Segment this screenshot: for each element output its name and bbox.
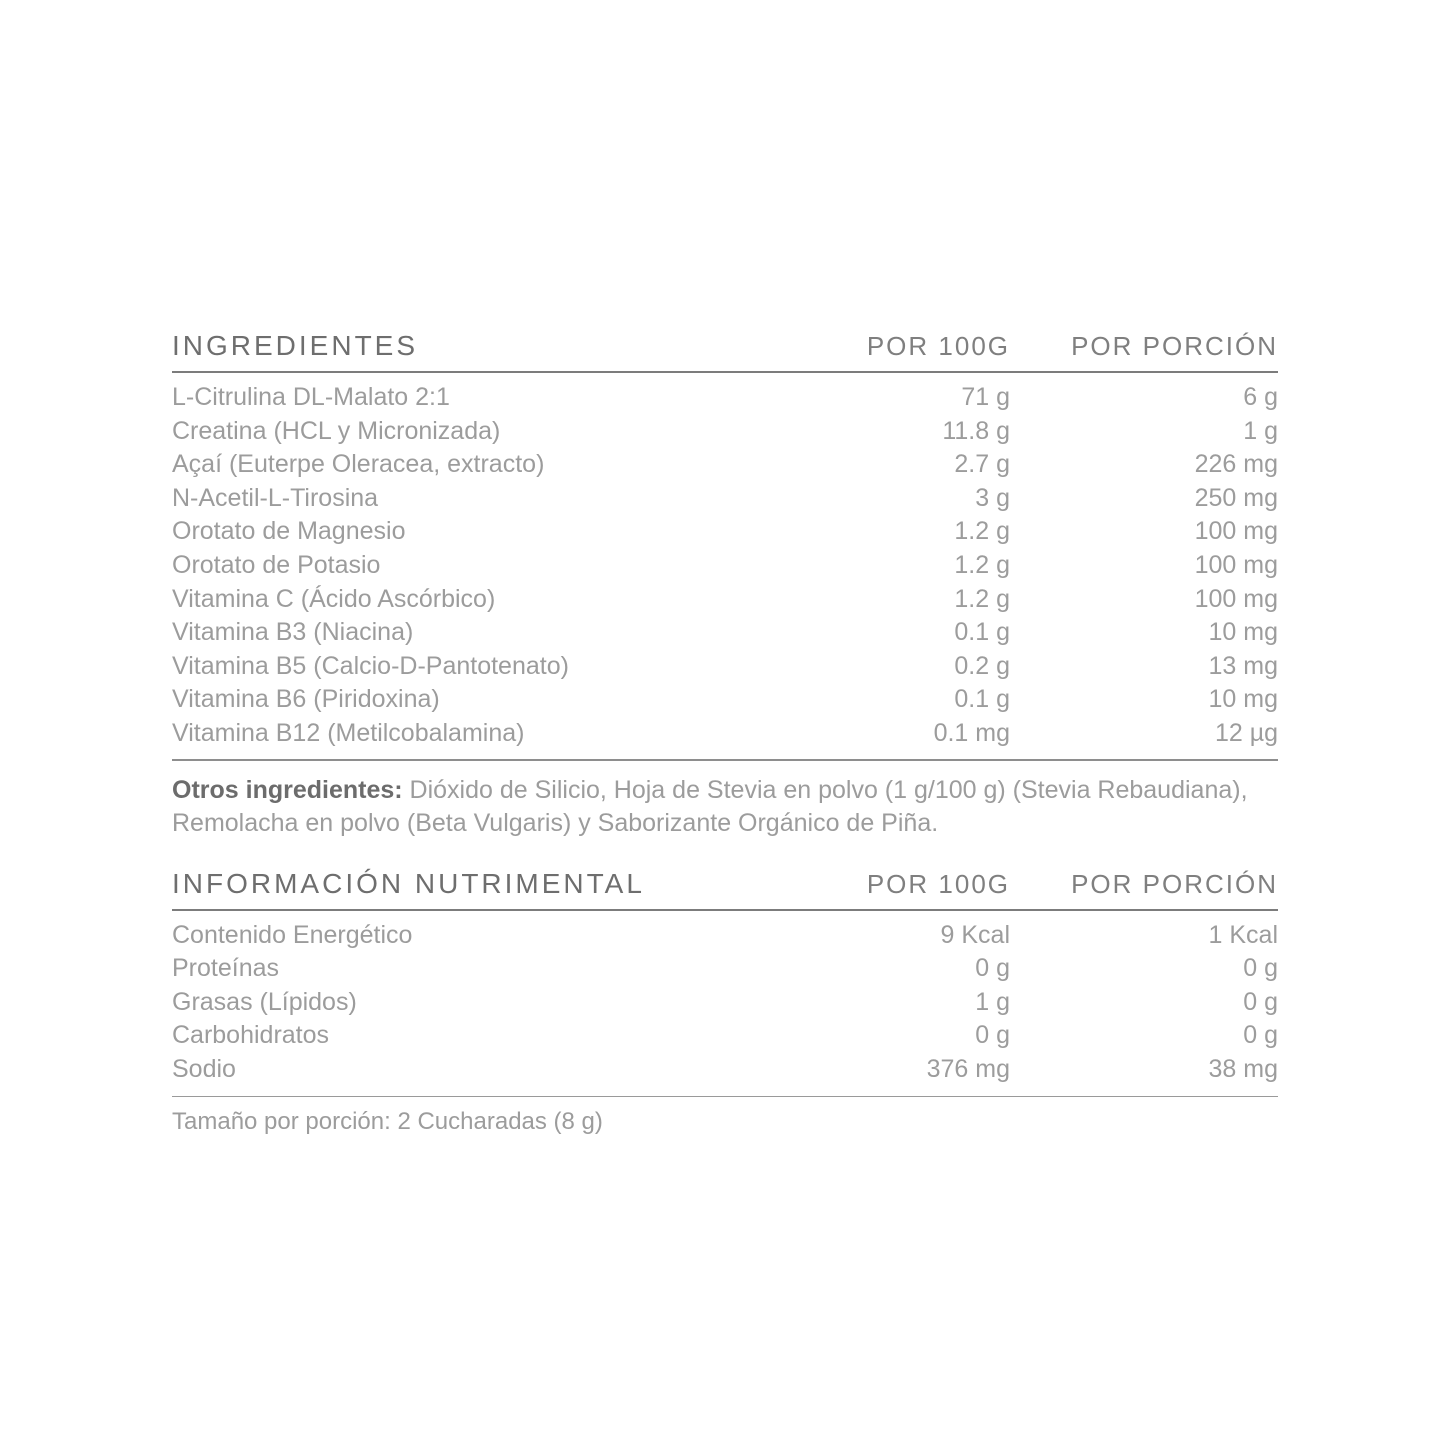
row-label: Açaí (Euterpe Oleracea, extracto) <box>172 450 545 479</box>
ingredients-col-per-100g: POR 100G <box>866 331 1010 361</box>
other-ingredients-text: Dióxido de Silicio, Hoja de Stevia en polvo (1 g/100 g) (Stevia Rebaudiana), Remolacha en polvo (Beta Vulgaris) y Saborizante Orgánico de Piña. <box>172 775 1248 838</box>
table-row <box>172 515 1278 549</box>
table-row <box>172 549 1278 583</box>
per-100g-value: 0 g <box>975 954 1010 983</box>
other-ingredients-label: Otros ingredientes: <box>172 775 403 804</box>
nutrition-col-per-portion: POR PORCIÓN <box>1071 868 1278 899</box>
per-100g-value: 0.1 g <box>954 685 1010 714</box>
row-label: Sodio <box>172 1054 236 1083</box>
per-100g-value: 3 g <box>975 483 1010 512</box>
per-portion-value: 12 µg <box>1214 718 1278 747</box>
serving-size-note: Tamaño por porción: 2 Cucharadas (8 g) <box>172 1107 603 1135</box>
per-portion-value: 1 g <box>1243 416 1278 445</box>
table-row <box>172 650 1278 684</box>
per-portion-value: 100 mg <box>1194 550 1278 579</box>
per-portion-value: 1 Kcal <box>1208 920 1278 949</box>
table-row <box>172 583 1278 617</box>
per-portion-value: 38 mg <box>1208 1054 1278 1083</box>
row-label: Carbohidratos <box>172 1021 330 1050</box>
row-label: Vitamina B5 (Calcio-D-Pantotenato) <box>172 651 569 680</box>
other-ingredients-paragraph <box>172 774 1278 841</box>
nutrition-bottom-rule <box>172 1096 1278 1097</box>
row-label: Vitamina C (Ácido Ascórbico) <box>172 584 496 613</box>
ingredients-title: INGREDIENTES <box>172 330 419 361</box>
per-portion-value: 13 mg <box>1208 651 1278 680</box>
table-row <box>172 448 1278 482</box>
row-label: Contenido Energético <box>172 920 413 949</box>
per-100g-value: 0.1 mg <box>933 718 1010 747</box>
per-100g-value: 0.1 g <box>954 618 1010 647</box>
table-row <box>172 717 1278 751</box>
row-label: Orotato de Potasio <box>172 550 381 579</box>
per-100g-value: 1.2 g <box>954 550 1010 579</box>
table-row <box>172 415 1278 449</box>
per-portion-value: 0 g <box>1243 1021 1278 1050</box>
per-100g-value: 1 g <box>975 987 1010 1016</box>
per-100g-value: 71 g <box>961 383 1010 411</box>
row-label: Vitamina B12 (Metilcobalamina) <box>172 718 525 747</box>
nutrition-table-body <box>172 911 1278 1087</box>
row-label: Vitamina B3 (Niacina) <box>172 618 414 647</box>
per-portion-value: 100 mg <box>1194 584 1278 613</box>
row-label: Grasas (Lípidos) <box>172 987 357 1016</box>
nutrition-table-header <box>172 868 1278 911</box>
row-label: N-Acetil-L-Tirosina <box>172 483 379 512</box>
supplement-facts-label <box>172 330 1278 1136</box>
table-row <box>172 381 1278 415</box>
per-100g-value: 11.8 g <box>942 416 1010 445</box>
per-100g-value: 376 mg <box>926 1054 1010 1083</box>
row-label: L-Citrulina DL-Malato 2:1 <box>172 383 450 411</box>
per-100g-value: 1.2 g <box>954 584 1010 613</box>
per-portion-value: 10 mg <box>1208 618 1278 647</box>
per-portion-value: 6 g <box>1243 383 1278 411</box>
ingredients-table-body <box>172 373 1278 751</box>
per-portion-value: 100 mg <box>1194 517 1278 546</box>
per-portion-value: 226 mg <box>1194 450 1278 479</box>
row-label: Creatina (HCL y Micronizada) <box>172 416 501 445</box>
per-portion-value: 0 g <box>1243 954 1278 983</box>
table-row <box>172 482 1278 516</box>
ingredients-table-header <box>172 330 1278 373</box>
table-row <box>172 986 1278 1020</box>
per-portion-value: 0 g <box>1243 987 1278 1016</box>
per-portion-value: 250 mg <box>1194 483 1278 512</box>
per-portion-value: 10 mg <box>1208 685 1278 714</box>
per-100g-value: 2.7 g <box>954 450 1010 479</box>
per-100g-value: 0.2 g <box>954 651 1010 680</box>
table-row <box>172 616 1278 650</box>
table-row <box>172 952 1278 986</box>
ingredients-col-per-portion: POR PORCIÓN <box>1071 331 1278 361</box>
nutrition-title: INFORMACIÓN NUTRIMENTAL <box>172 867 645 899</box>
per-100g-value: 9 Kcal <box>940 920 1010 949</box>
nutrition-col-per-100g: POR 100G <box>866 868 1010 899</box>
ingredients-bottom-rule <box>172 759 1278 761</box>
row-label: Vitamina B6 (Piridoxina) <box>172 685 440 714</box>
table-row <box>172 683 1278 717</box>
row-label: Orotato de Magnesio <box>172 517 406 546</box>
table-row <box>172 919 1278 953</box>
per-100g-value: 1.2 g <box>954 517 1010 546</box>
table-row <box>172 1019 1278 1053</box>
per-100g-value: 0 g <box>975 1021 1010 1050</box>
row-label: Proteínas <box>172 954 280 983</box>
table-row <box>172 1053 1278 1087</box>
